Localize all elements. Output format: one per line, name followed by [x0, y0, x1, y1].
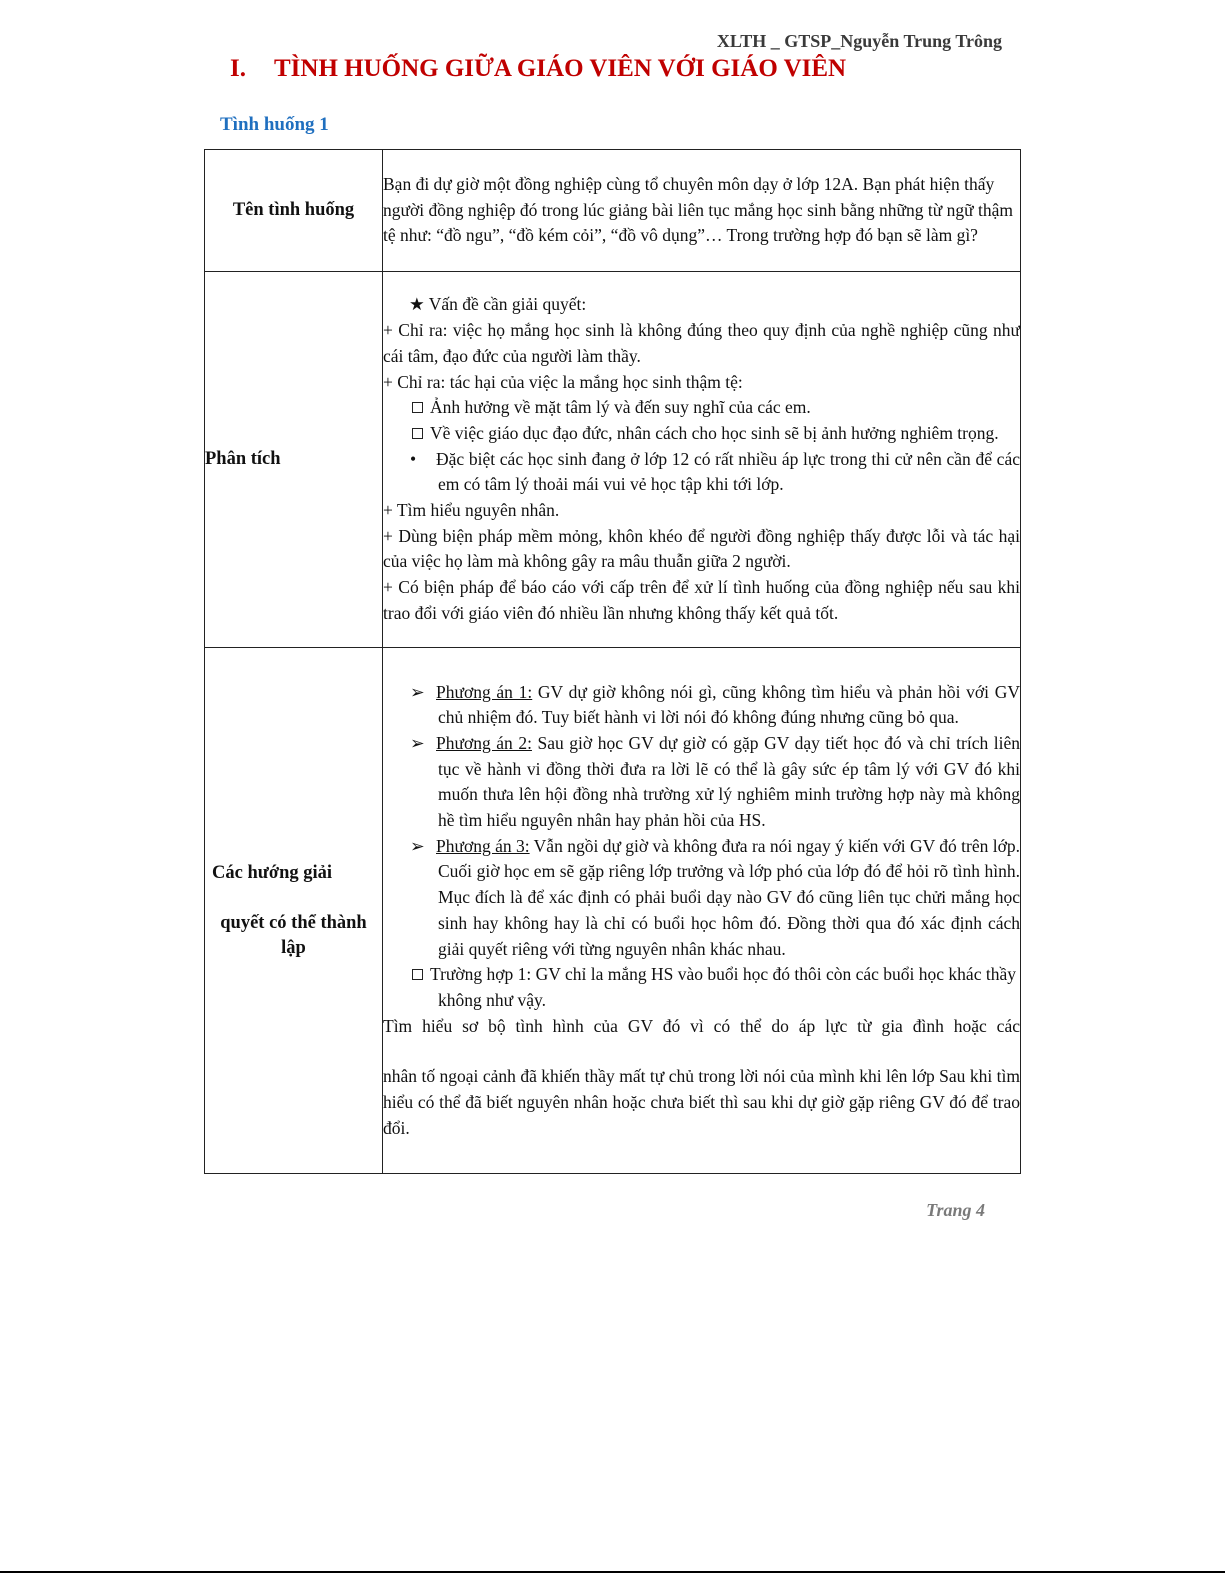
- option-item: [383, 834, 1020, 963]
- page-number: Trang 4: [926, 1200, 985, 1220]
- label-line: quyết có thể thành lập: [220, 912, 367, 958]
- option-text: Vẫn ngồi dự giờ và không đưa ra nói ngay ý kiến với GV đó trên lớp. Cuối giờ học em sẽ gặp riêng lớp trưởng và lớp phó của lớp đó để hỏi rõ tình hình. Mục đích là để xác định có phải buổi dạy nào GV đó cũng liên tục chửi mắng học sinh hay không hay là chỉ có buổi học hôm đó. Đồng thời qua đó xác định cách giải quyết riêng với từng nguyên nhân khác nhau.: [438, 835, 1020, 959]
- content-solutions: [383, 648, 1021, 1174]
- label-text: Tên tình huống: [232, 200, 355, 220]
- option-text: GV dự giờ không nói gì, cũng không tìm hiểu và phản hồi với GV chủ nhiệm đó. Tuy biết hành vi lời nói đó không đúng nhưng cũng bỏ qua.: [438, 681, 1020, 728]
- solution-paragraph: Tìm hiểu sơ bộ tình hình của GV đó vì có thể do áp lực từ gia đình hoặc các: [383, 1015, 1020, 1036]
- bullet-item: [383, 447, 1020, 498]
- option-label: Phương án 3:: [436, 835, 530, 856]
- bullet-item-text: Đặc biệt các học sinh đang ở lớp 12 có rất nhiều áp lực trong thi cử nên cần để các em có tâm lý thoải mái vui vẻ học tập khi tới lớp.: [436, 448, 1020, 495]
- option-label: Phương án 1:: [436, 681, 533, 702]
- solution-paragraph: nhân tố ngoại cảnh đã khiến thầy mất tự chủ trong lời nói của mình khi lên lớp Sau khi tìm hiểu có thể đã biết nguyên nhân hoặc chưa biết thì sau khi dự giờ gặp riêng GV đó để trao đổi.: [383, 1066, 1020, 1138]
- table-row-analysis: [205, 272, 1021, 648]
- label-situation-name: [205, 150, 383, 272]
- section-heading: [230, 55, 846, 83]
- situation-text: Bạn đi dự giờ một đồng nghiệp cùng tổ chuyên môn dạy ở lớp 12A. Bạn phát hiện thấy người đồng nghiệp đó trong lúc giảng bài liên tục mắng học sinh bằng những từ ngữ thậm tệ như: “đồ ngu”, “đồ kém cỏi”, “đồ vô dụng”… Trong trường hợp đó bạn sẽ làm gì?: [383, 173, 1013, 246]
- analysis-paragraph: + Dùng biện pháp mềm mỏng, khôn khéo để người đồng nghiệp thấy được lỗi và tác hại của việc họ làm mà không gây ra mâu thuẫn giữa 2 người.: [383, 525, 1020, 572]
- square-icon: [412, 428, 423, 439]
- arrow-right-icon: ➢: [410, 732, 425, 753]
- analysis-paragraph: + Chỉ ra: tác hại của việc la mắng học sinh thậm tệ:: [383, 371, 743, 392]
- divider: [0, 1571, 1225, 1573]
- option-text: Sau giờ học GV dự giờ có gặp GV dạy tiết học đó và chỉ trích liên tục về hành vi đồng thời đưa ra lời lẽ có thể là gây sức ép tâm lý với GV đó khi muốn thưa lên hội đồng nhà trường xử lý nghiêm minh trường hợp này mà không hề tìm hiểu nguyên nhân hay phản hồi của HS.: [438, 732, 1020, 831]
- section-number: I.: [230, 55, 246, 82]
- star-text: Vấn đề cần giải quyết:: [428, 294, 587, 315]
- bullet-icon: •: [410, 448, 417, 469]
- option-item: [383, 731, 1020, 834]
- analysis-paragraph: + Có biện pháp để báo cáo với cấp trên để xử lí tình huống của đồng nghiệp nếu sau khi trao đổi với giáo viên đó nhiều lần nhưng không thấy kết quả tốt.: [383, 577, 1020, 623]
- option-item: [383, 680, 1020, 731]
- label-analysis: [205, 272, 383, 648]
- checkbox-item: [383, 395, 1020, 421]
- running-header: XLTH _ GTSP_Nguyễn Trung Trông: [716, 31, 1002, 51]
- arrow-right-icon: ➢: [410, 681, 425, 702]
- blank-line: [383, 1039, 1020, 1064]
- content-analysis: [383, 272, 1021, 648]
- arrow-right-icon: ➢: [410, 835, 425, 856]
- checkbox-item-text: Trường hợp 1: GV chỉ la mắng HS vào buổi học đó thôi còn các buổi học khác thầy không như vậy.: [430, 964, 1016, 1010]
- checkbox-item-text: Về việc giáo dục đạo đức, nhân cách cho học sinh sẽ bị ảnh hưởng nghiêm trọng.: [430, 422, 999, 443]
- checkbox-item: [383, 421, 1020, 447]
- analysis-paragraph: + Tìm hiểu nguyên nhân.: [383, 500, 560, 521]
- content-situation: [383, 150, 1021, 272]
- section-title-text: TÌNH HUỐNG GIỮA GIÁO VIÊN VỚI GIÁO VIÊN: [274, 55, 847, 82]
- table-row-situation-name: [205, 150, 1021, 272]
- star-icon: ★: [409, 294, 425, 315]
- label-line: Các hướng giải: [212, 862, 333, 883]
- square-icon: [412, 402, 423, 413]
- label-text: Phân tích: [205, 449, 281, 469]
- checkbox-item: [383, 962, 1020, 1013]
- label-solutions: [205, 648, 383, 1174]
- star-item: [383, 292, 1020, 318]
- option-label: Phương án 2:: [436, 732, 532, 753]
- case-title: Tình huống 1: [220, 114, 329, 135]
- analysis-paragraph: + Chỉ ra: việc họ mắng học sinh là không đúng theo quy định của nghề nghiệp cũng như cái tâm, đạo đức của người làm thầy.: [383, 320, 1020, 366]
- table-row-solutions: [205, 648, 1021, 1174]
- case-table: [204, 149, 1021, 1174]
- checkbox-item-text: Ảnh hưởng về mặt tâm lý và đến suy nghĩ của các em.: [430, 397, 811, 418]
- square-icon: [412, 969, 423, 980]
